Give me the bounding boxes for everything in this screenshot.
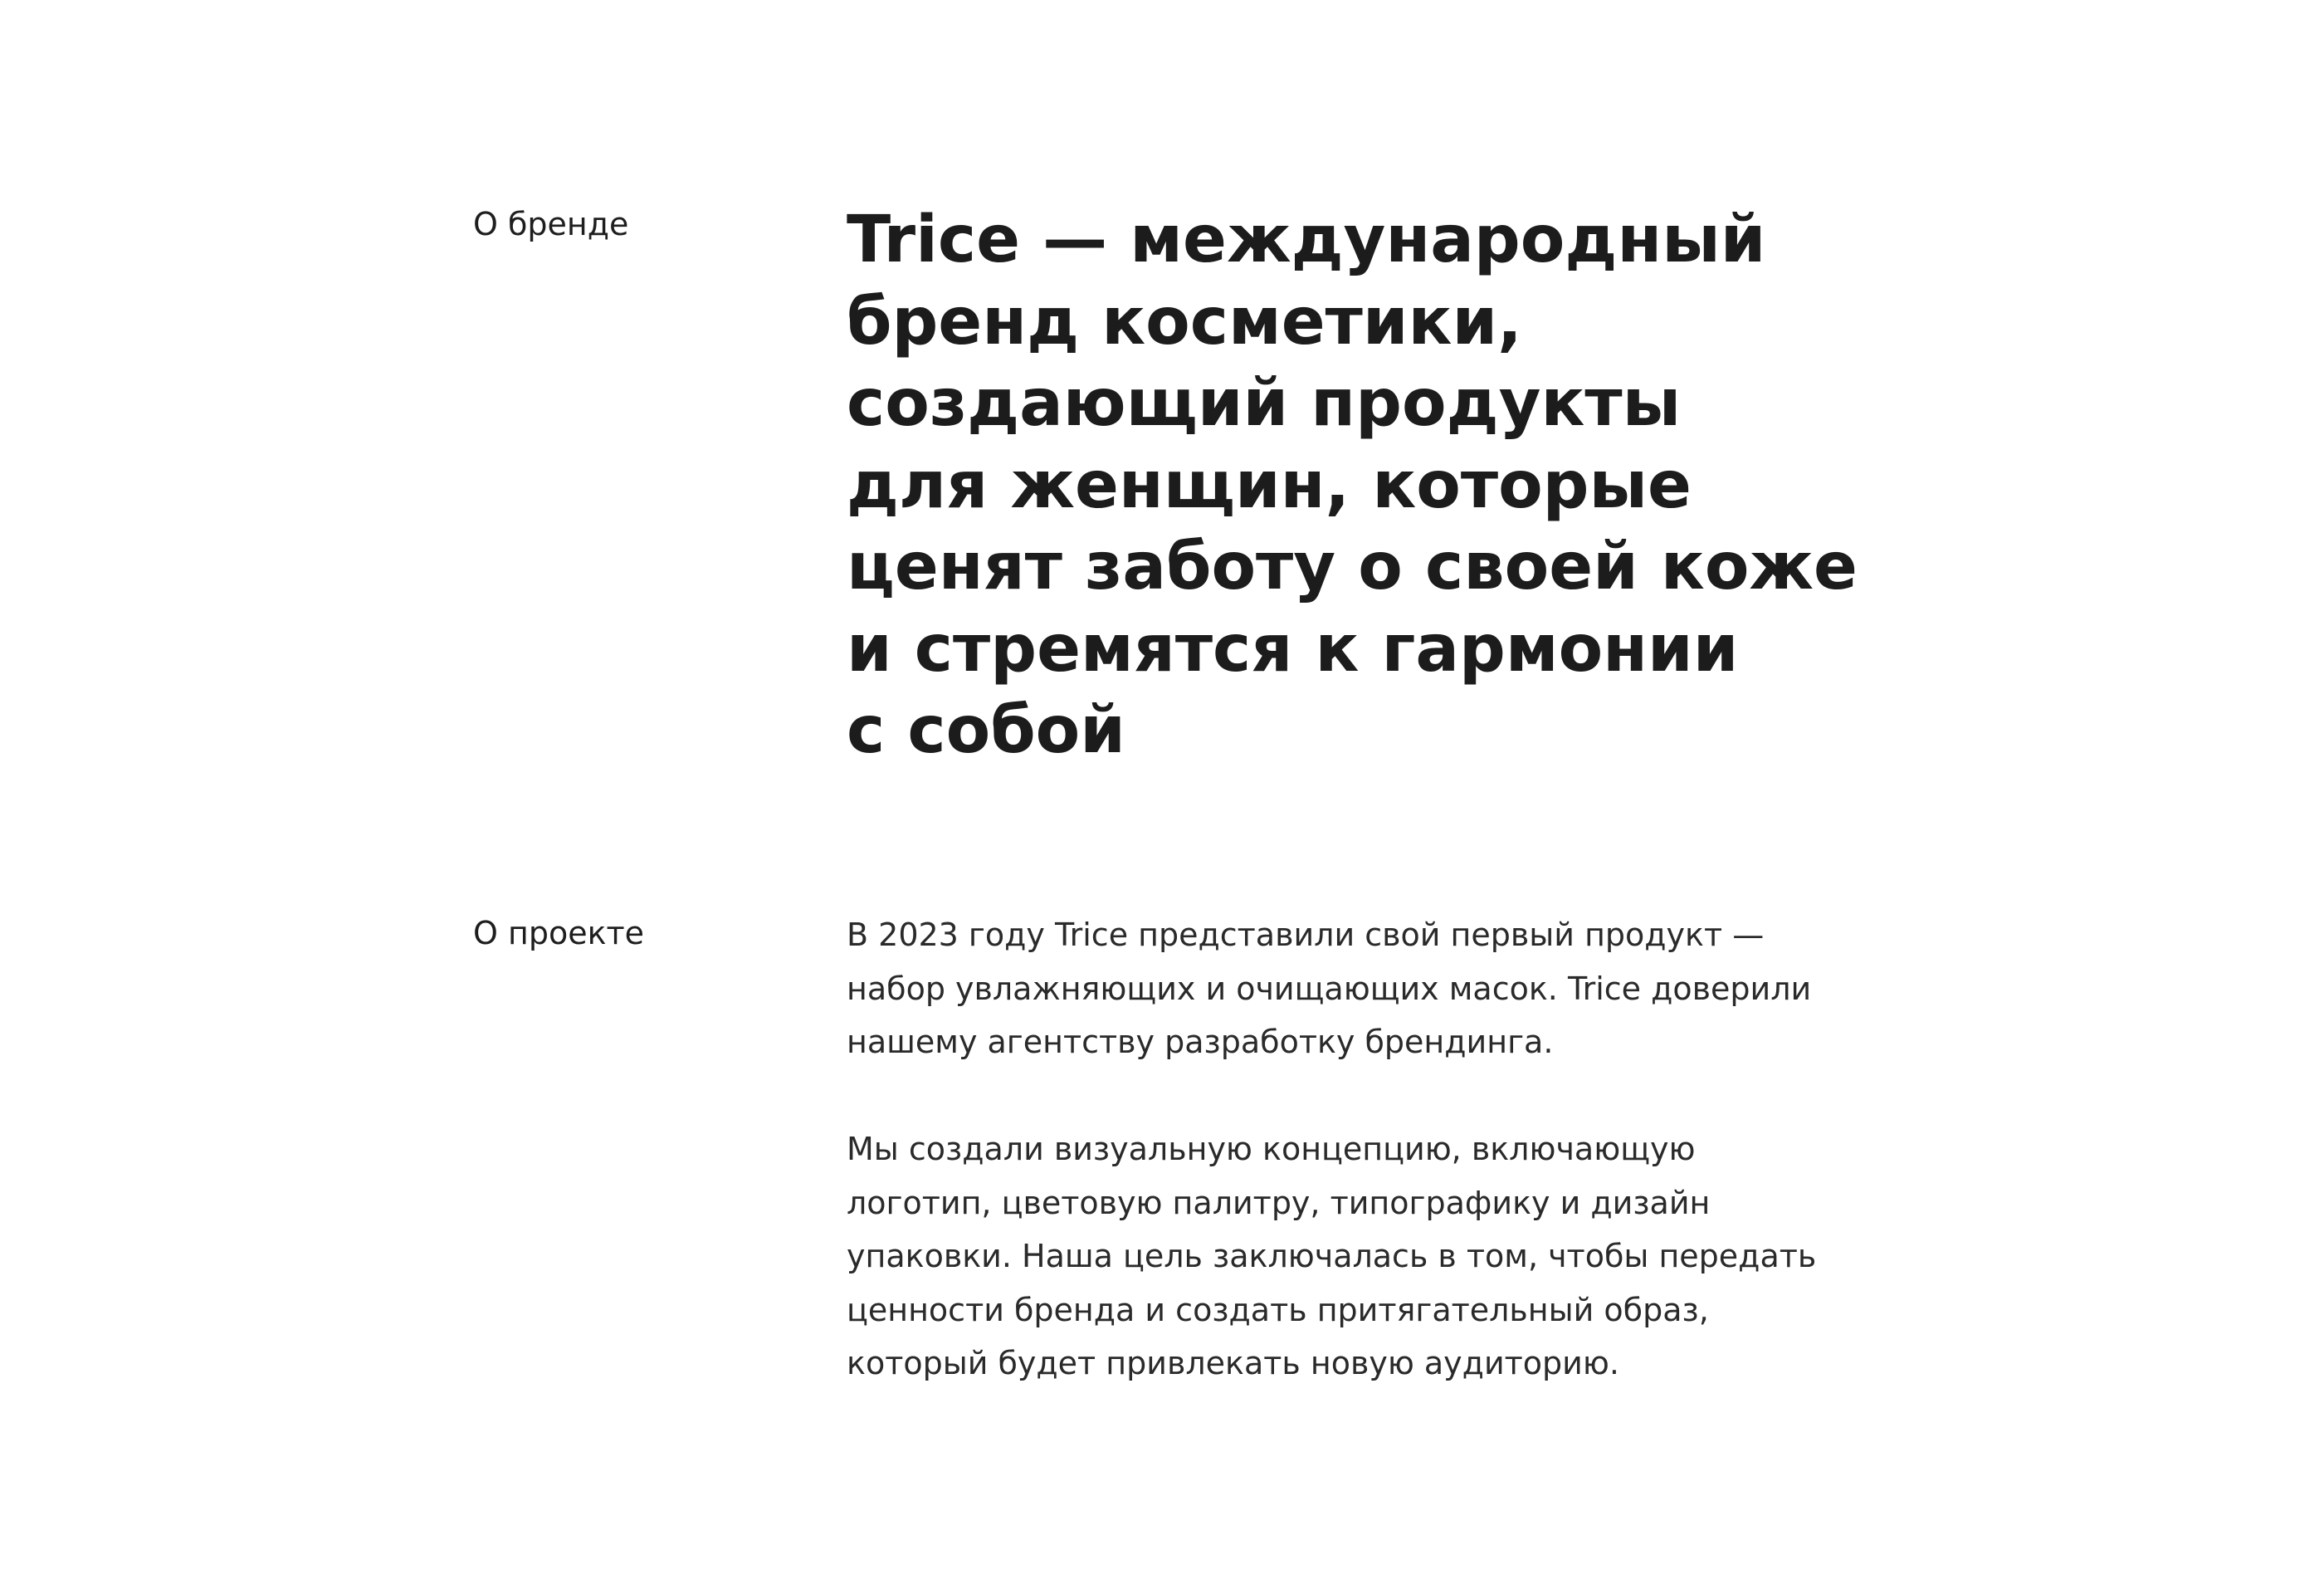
headline-line: для женщин, которые <box>847 447 1692 523</box>
paragraph-line: набор увлажняющих и очищающих масок. Trice доверили <box>847 970 1812 1007</box>
paragraph-line: нашему агентству разработку брендинга. <box>847 1024 1554 1060</box>
paragraph-line: ценности бренда и создать притягательный образ, <box>847 1291 1709 1328</box>
headline-line: бренд косметики, <box>847 284 1522 359</box>
brand-section-label: О бренде <box>473 206 629 242</box>
headline-line: Trice — международный <box>847 203 1766 277</box>
project-section-label: О проекте <box>473 915 645 951</box>
headline-line: с собой <box>847 693 1125 768</box>
brand-headline <box>847 199 2058 772</box>
paragraph-line: Мы создали визуальную концепцию, включающую <box>847 1131 1696 1167</box>
paragraph-line: логотип, цветовую палитру, типографику и дизайн <box>847 1184 1711 1221</box>
paragraph-line: который будет привлекать новую аудиторию. <box>847 1345 1619 1381</box>
headline-line: ценят заботу о своей коже <box>847 530 1858 604</box>
headline-line: создающий продукты <box>847 366 1682 441</box>
project-paragraph-intro <box>847 908 1926 1069</box>
paragraph-line: упаковки. Наша цель заключалась в том, чтобы передать <box>847 1238 1817 1274</box>
paragraph-line: В 2023 году Trice представили свой первый продукт — <box>847 917 1765 953</box>
project-paragraph-details <box>847 1122 1926 1391</box>
headline-line: и стремятся к гармонии <box>847 611 1739 687</box>
